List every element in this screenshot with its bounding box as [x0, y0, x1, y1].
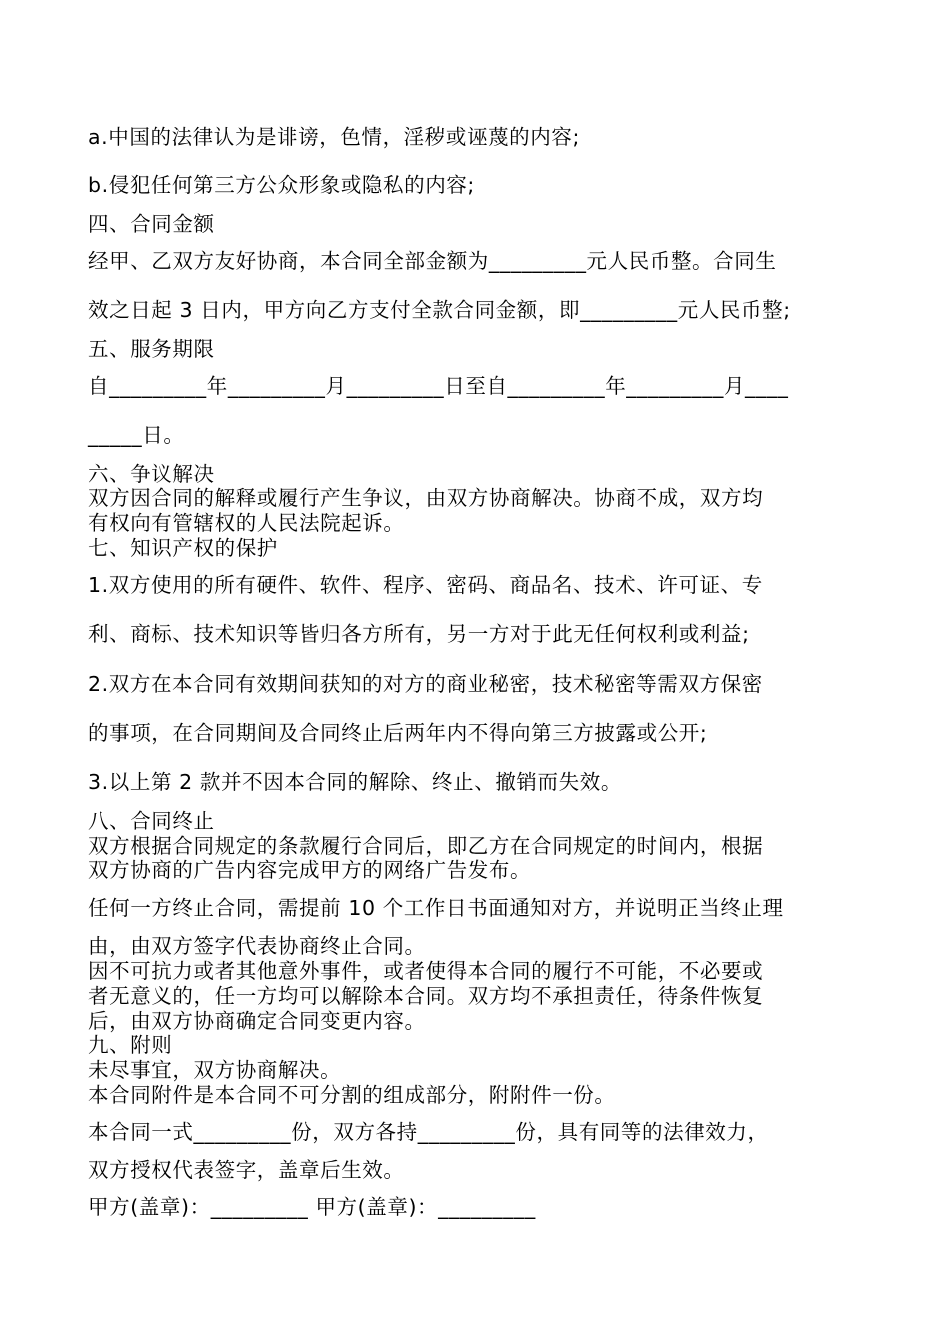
dispute-line-2: 有权向有管辖权的人民法院起诉。: [88, 511, 405, 535]
force-majeure-line-2: 者无意义的，任一方均可以解除本合同。双方均不承担责任，待条件恢复: [88, 984, 764, 1008]
section-heading-amount: 四、合同金额: [88, 212, 215, 236]
section-heading-term: 五、服务期限: [88, 337, 215, 361]
section-heading-ip: 七、知识产权的保护: [88, 536, 278, 560]
termination-notice-line-2: 由，由双方签字代表协商终止合同。: [88, 934, 426, 958]
signature-line: 甲方(盖章)：_________ 甲方(盖章)：_________: [88, 1195, 536, 1219]
ip-clause-3: 3.以上第 2 款并不因本合同的解除、终止、撤销而失效。: [88, 770, 622, 794]
dispute-line-1: 双方因合同的解释或履行产生争议，由双方协商解决。协商不成，双方均: [88, 486, 764, 510]
copies-line-1: 本合同一式_________份，双方各持_________份，具有同等的法律效力，: [88, 1120, 769, 1144]
section-heading-dispute: 六、争议解决: [88, 462, 215, 486]
termination-line-2: 双方协商的广告内容完成甲方的网络广告发布。: [88, 858, 532, 882]
section-heading-appendix: 九、附则: [88, 1033, 173, 1057]
clause-3a: a.中国的法律认为是诽谤，色情，淫秽或诬蔑的内容;: [88, 125, 580, 149]
force-majeure-line-3: 后，由双方协商确定合同变更内容。: [88, 1009, 426, 1033]
term-line-2: _____日。: [88, 423, 185, 447]
appendix-line-1: 未尽事宜，双方协商解决。: [88, 1058, 342, 1082]
clause-3b: b.侵犯任何第三方公众形象或隐私的内容;: [88, 173, 475, 197]
ip-clause-1-line-1: 1.双方使用的所有硬件、软件、程序、密码、商品名、技术、许可证、专: [88, 573, 763, 597]
amount-line-2: 效之日起 3 日内，甲方向乙方支付全款合同金额，即_________元人民币整;: [88, 298, 791, 322]
copies-line-2: 双方授权代表签字，盖章后生效。: [88, 1158, 405, 1182]
termination-notice-line-1: 任何一方终止合同，需提前 10 个工作日书面通知对方，并说明正当终止理: [88, 896, 784, 920]
appendix-line-2: 本合同附件是本合同不可分割的组成部分，附附件一份。: [88, 1083, 616, 1107]
termination-line-1: 双方根据合同规定的条款履行合同后，即乙方在合同规定的时间内，根据: [88, 834, 764, 858]
ip-clause-1-line-2: 利、商标、技术知识等皆归各方所有，另一方对于此无任何权利或利益;: [88, 622, 750, 646]
ip-clause-2-line-2: 的事项，在合同期间及合同终止后两年内不得向第三方披露或公开;: [88, 721, 708, 745]
ip-clause-2-line-1: 2.双方在本合同有效期间获知的对方的商业秘密，技术秘密等需双方保密: [88, 672, 763, 696]
force-majeure-line-1: 因不可抗力或者其他意外事件，或者使得本合同的履行不可能，不必要或: [88, 959, 764, 983]
section-heading-termination: 八、合同终止: [88, 809, 215, 833]
term-line-1: 自_________年_________月_________日至自_________年_________月____: [88, 374, 789, 398]
amount-line-1: 经甲、乙双方友好协商，本合同全部金额为_________元人民币整。合同生: [88, 249, 777, 273]
